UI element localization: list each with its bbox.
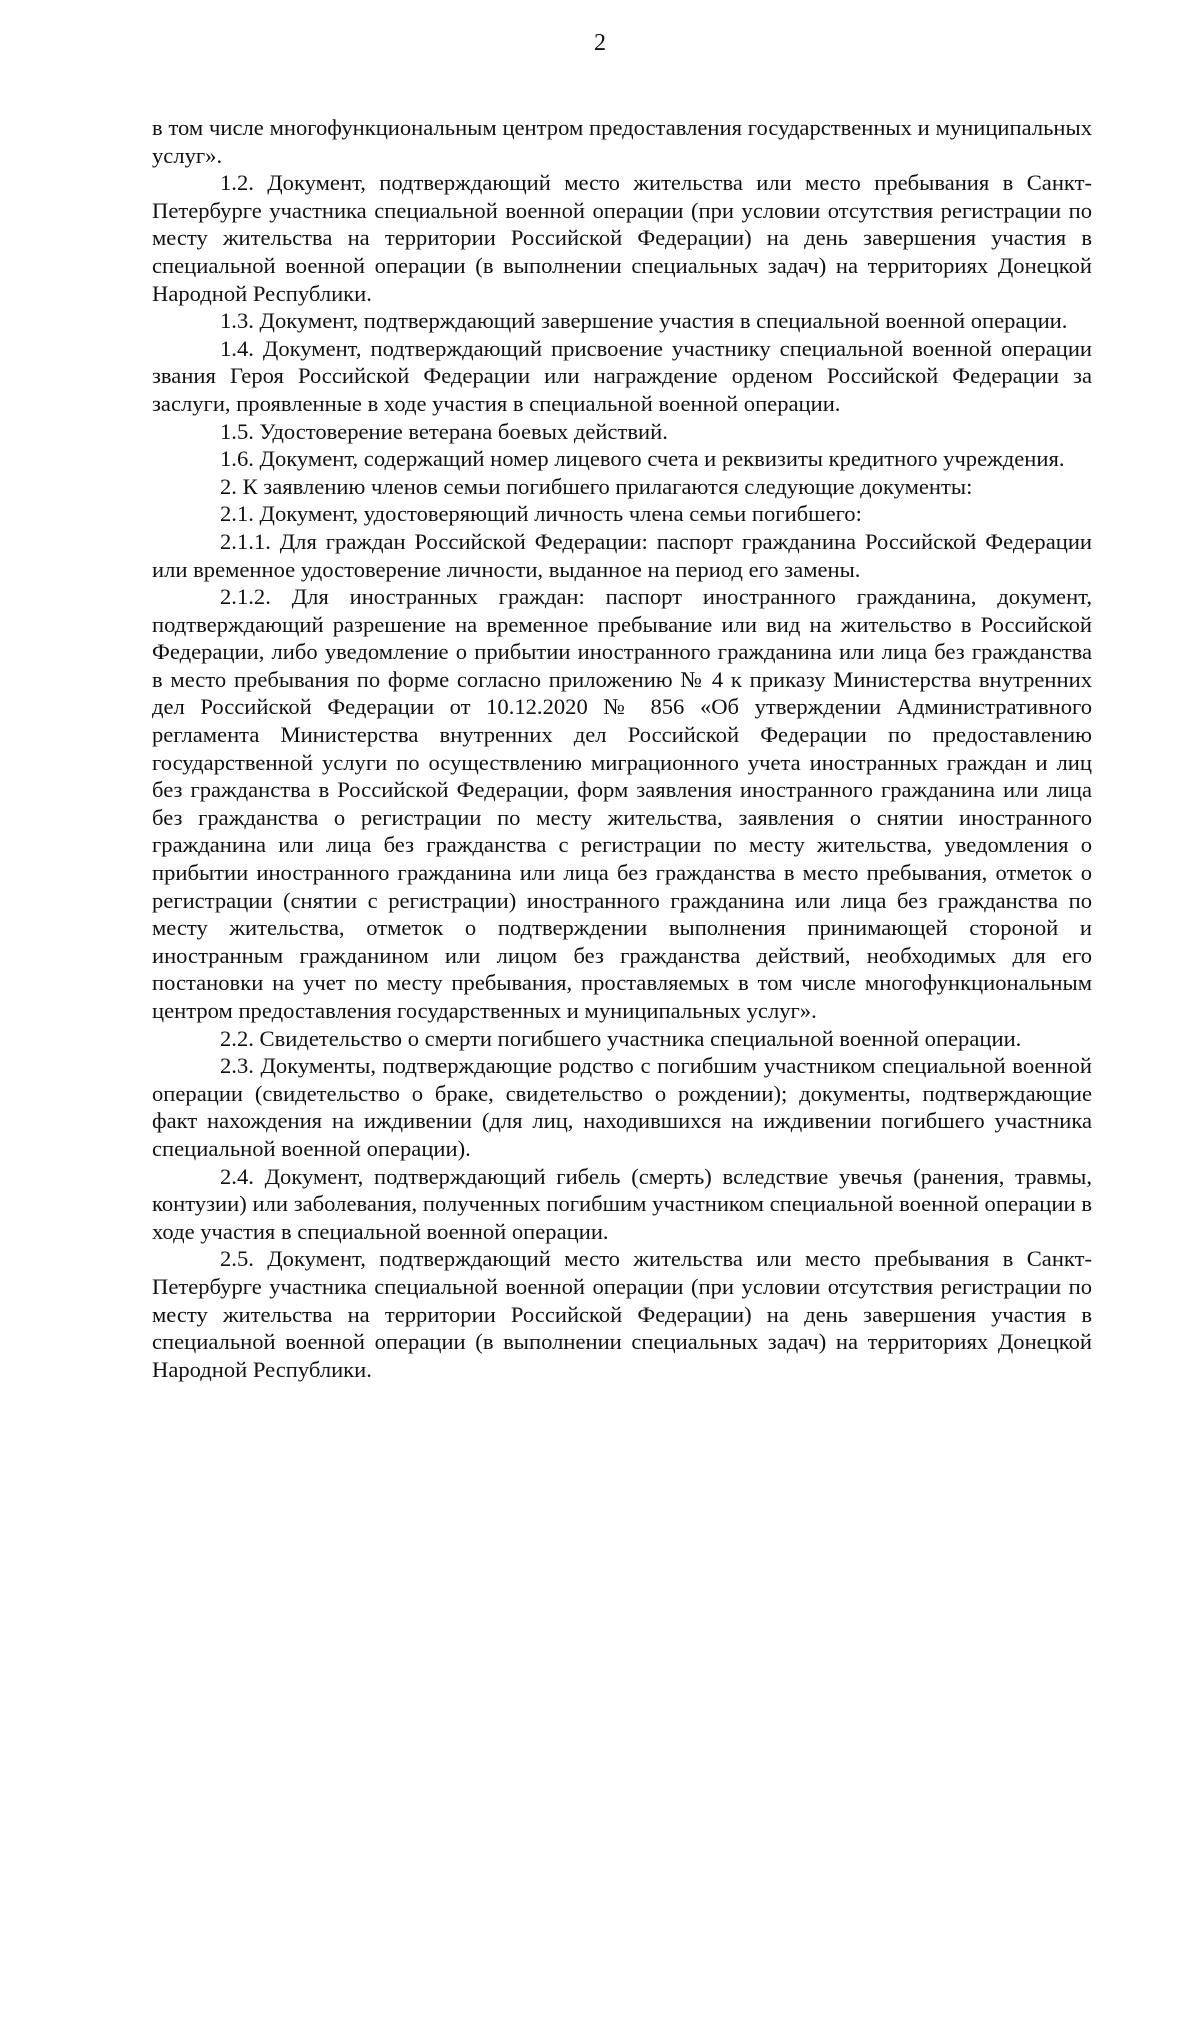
paragraph-2-5: 2.5. Документ, подтверждающий место жительства или место пребывания в Санкт-Петербурге участника специальной военной операции (при условии отсутствия регистрации по месту жительства на территории Российской Федерации) на день завершения участия в специальной военной операции (в выполнении специальных задач) на территориях Донецкой Народной Республики. [152, 1246, 1092, 1382]
paragraph-1-5: 1.5. Удостоверение ветерана боевых действий. [220, 418, 668, 444]
paragraph-1-2: 1.2. Документ, подтверждающий место жительства или место пребывания в Санкт-Петербурге участника специальной военной операции (при условии отсутствия регистрации по месту жительства на территории Российской Федерации) на день завершения участия в специальной военной операции (в выполнении специальных задач) на территориях Донецкой Народной Республики. [152, 170, 1092, 306]
paragraph-2-2: 2.2. Свидетельство о смерти погибшего участника специальной военной операции. [220, 1025, 1022, 1051]
paragraph-1-3: 1.3. Документ, подтверждающий завершение участия в специальной военной операции. [220, 308, 1068, 334]
paragraph-2-1-1: 2.1.1. Для граждан Российской Федерации: паспорт гражданина Российской Федерации или временное удостоверение личности, выданное на период его замены. [152, 528, 1092, 582]
paragraph-2-4: 2.4. Документ, подтверждающий гибель (смерть) вследствие увечья (ранения, травмы, контузии) или заболевания, полученных погибшим участником специальной военной операции в ходе участия в специальной военной операции. [152, 1163, 1092, 1244]
paragraph-1-6: 1.6. Документ, содержащий номер лицевого счета и реквизиты кредитного учреждения. [220, 446, 1065, 472]
document-body [152, 114, 1092, 1383]
paragraph-2-1: 2.1. Документ, удостоверяющий личность члена семьи погибшего: [220, 501, 862, 527]
page-number: 2 [594, 30, 606, 56]
paragraph-2-3: 2.3. Документы, подтверждающие родство с погибшим участником специальной военной операции (свидетельство о браке, свидетельство о рождении); документы, подтверждающие факт нахождения на иждивении (для лиц, находившихся на иждивении погибшего участника специальной военной операции). [152, 1053, 1092, 1161]
paragraph-1-4: 1.4. Документ, подтверждающий присвоение участнику специальной военной операции звания Героя Российской Федерации или награждение орденом Российской Федерации за заслуги, проявленные в ходе участия в специальной военной операции. [152, 335, 1092, 416]
paragraph-continuation: в том числе многофункциональным центром предоставления государственных и муниципальных услуг». [152, 115, 1092, 168]
paragraph-2: 2. К заявлению членов семьи погибшего прилагаются следующие документы: [220, 473, 973, 499]
paragraph-2-1-2: 2.1.2. Для иностранных граждан: паспорт иностранного гражданина, документ, подтверждающий разрешение на временное пребывание или вид на жительство в Российской Федерации, либо уведомление о прибытии иностранного гражданина или лица без гражданства в место пребывания по форме согласно приложению № 4 к приказу Министерства внутренних дел Российской Федерации от 10.12.2020 № 856 «Об утверждении Административного регламента Министерства внутренних дел Российской Федерации по предоставлению государственной услуги по осуществлению миграционного учета иностранных граждан и лиц без гражданства в Российской Федерации, форм заявления иностранного гражданина или лица без гражданства о регистрации по месту жительства, заявления о снятии иностранного гражданина или лица без гражданства с регистрации по месту жительства, уведомления о прибытии иностранного гражданина или лица без гражданства в место пребывания, отметок о регистрации (снятии с регистрации) иностранного гражданина или лица без гражданства по месту жительства, отметок о подтверждении выполнения принимающей стороной и иностранным гражданином или лицом без гражданства действий, необходимых для его постановки на учет по месту пребывания, проставляемых в том числе многофункциональным центром предоставления государственных и муниципальных услуг». [152, 584, 1092, 1023]
